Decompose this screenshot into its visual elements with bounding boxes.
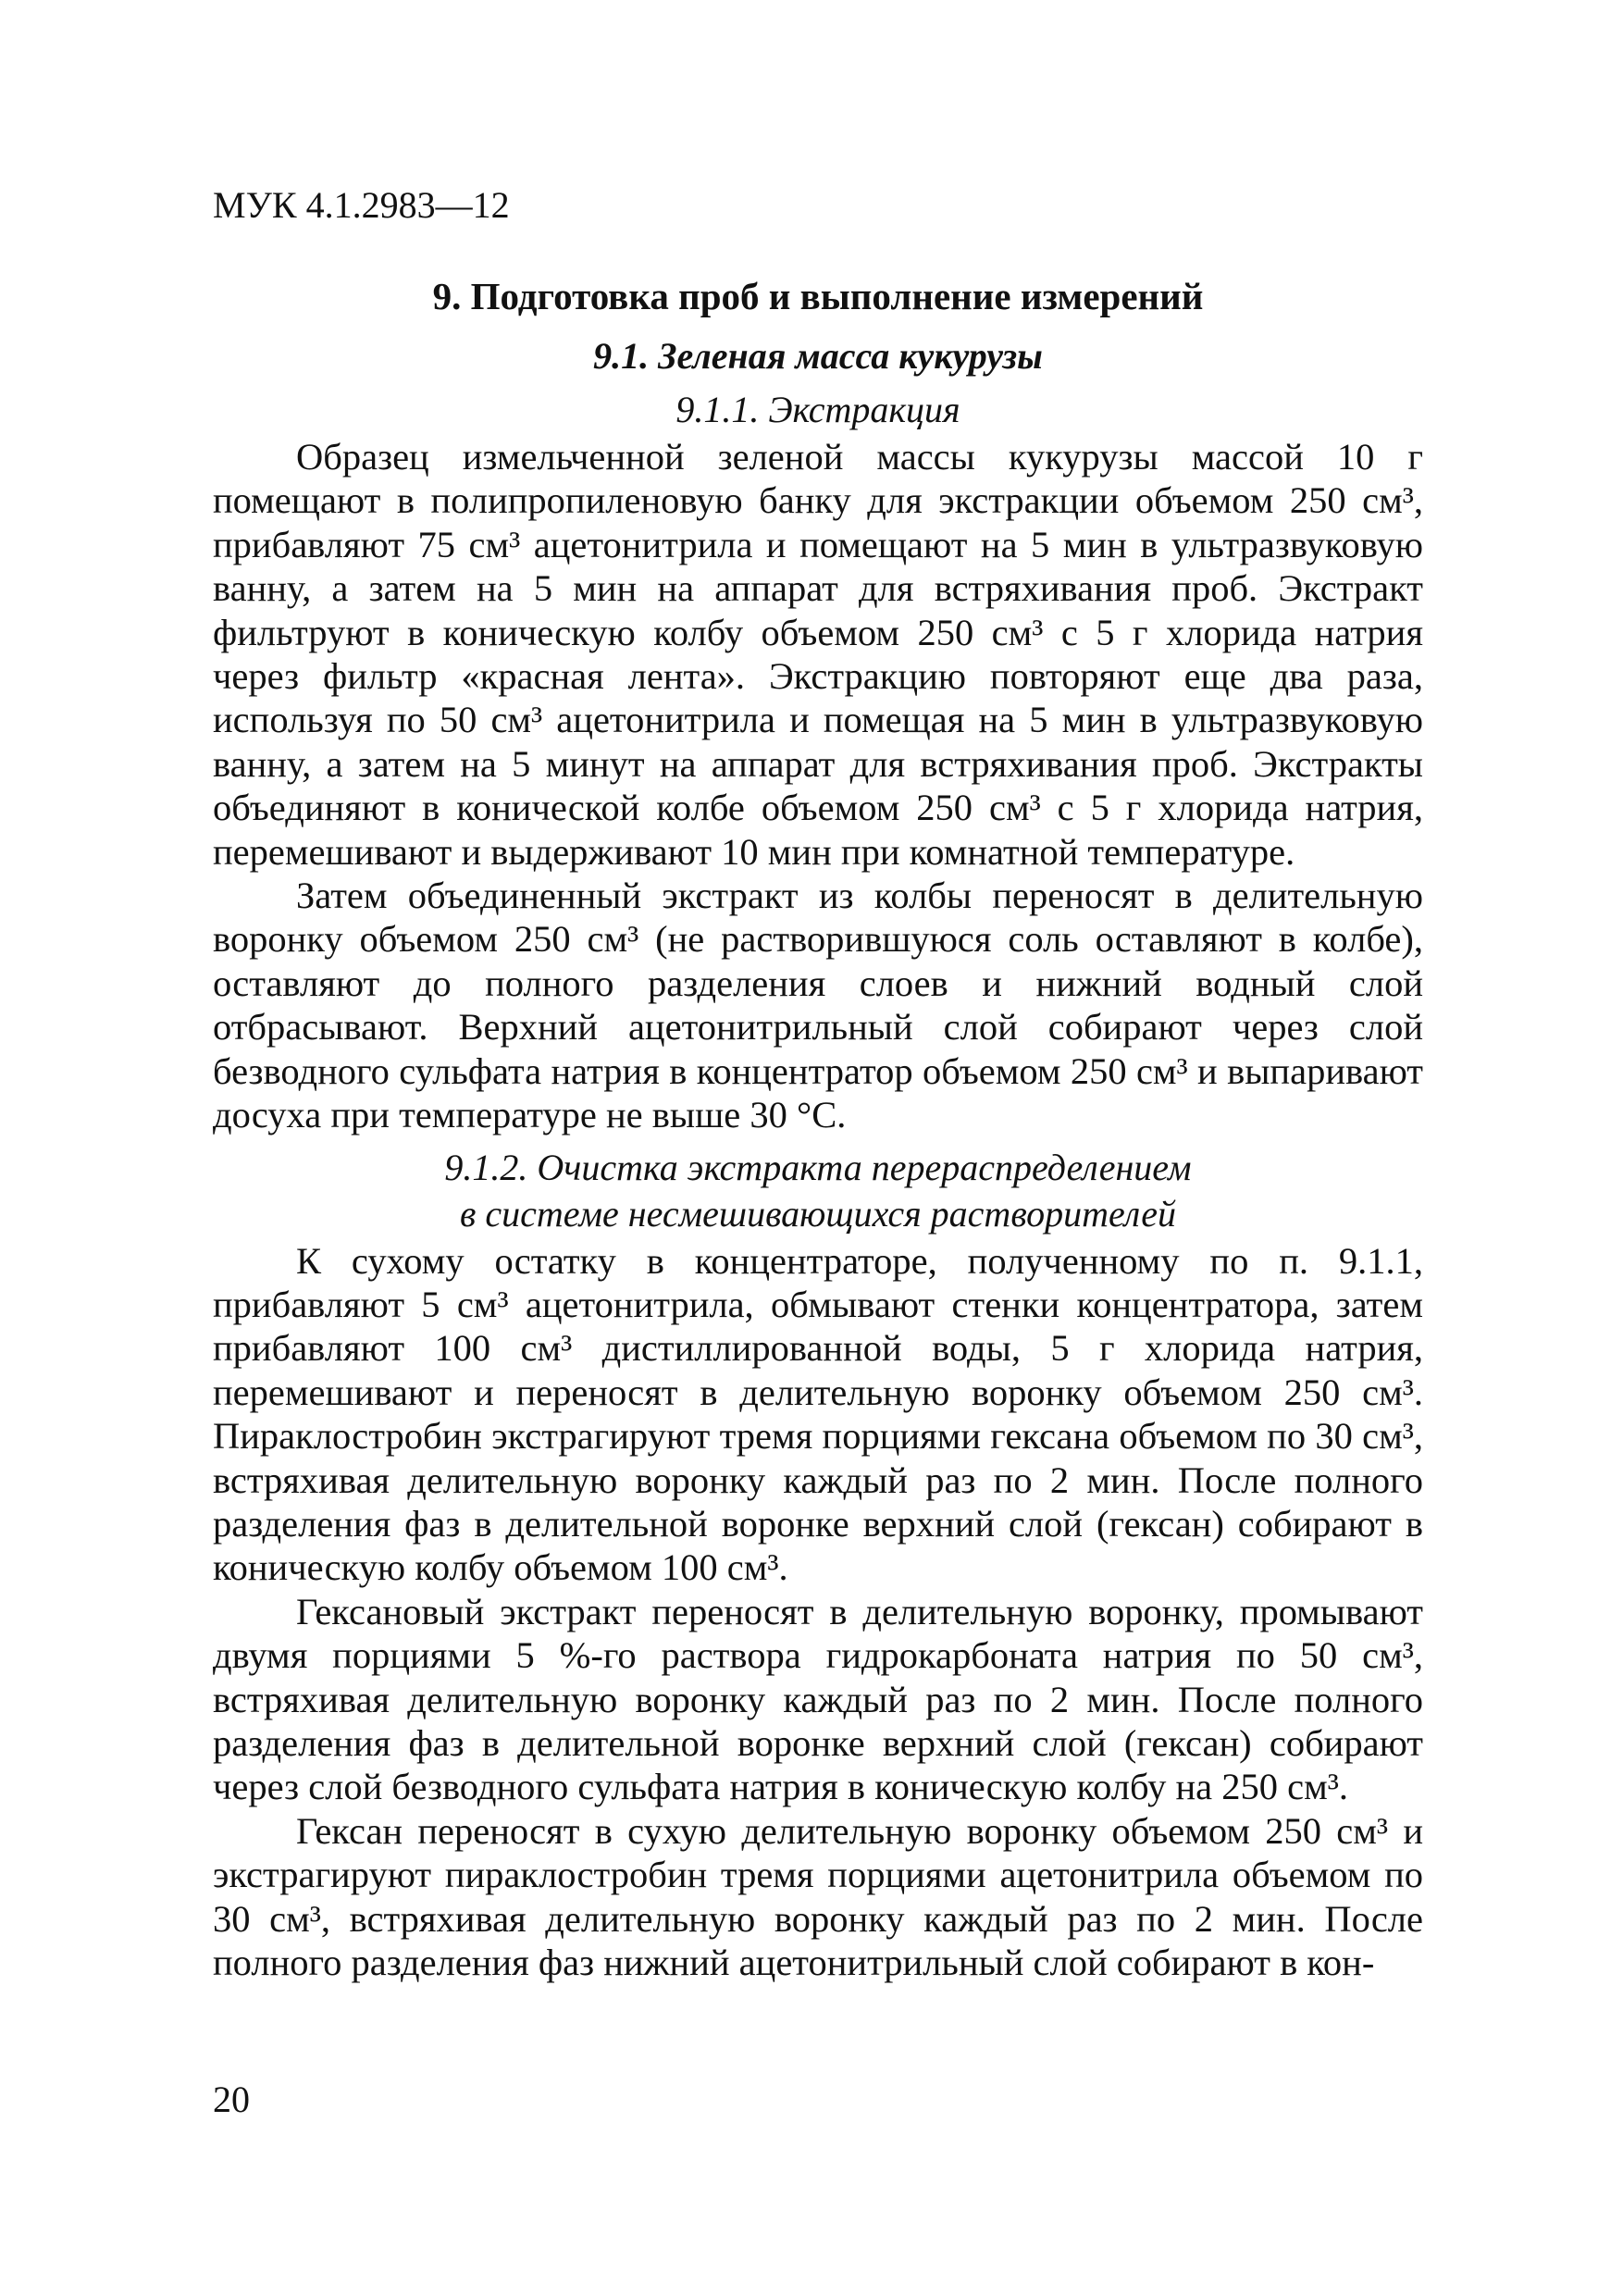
subsection-title: 9.1. Зеленая масса кукурузы [593, 335, 1043, 377]
paragraph: Затем объединенный экстракт из колбы переносят в делительную воронку объемом 250 см³ (не растворившуюся соль оставляют в колбе), оставляют до полного разделения слоев и нижний водный слой отбрасывают. Верхний ацетонитрильный слой собирают через слой безводного сульфата натрия в концентратор объемом 250 см³ и выпаривают досуха при температуре не выше 30 °С. [213, 875, 1423, 1136]
paragraph: Гексан переносят в сухую делительную воронку объемом 250 см³ и экстрагируют пираклостробин тремя порциями ацетонитрила объемом по 30 см³, встряхивая делительную воронку каждый раз по 2 мин. После полного разделения фаз нижний ацетонитрильный слой собирают в кон- [213, 1809, 1423, 1983]
paragraph: Гексановый экстракт переносят в делительную воронку, промывают двумя порциями 5 %-го раствора гидрокарбоната натрия по 50 см³, встряхивая делительную воронку каждый раз по 2 мин. После полного разделения фаз в делительной воронке верхний слой (гексан) собирают через слой безводного сульфата натрия в коническую колбу на 250 см³. [213, 1590, 1423, 1808]
cleanup-title-line-2: в системе несмешивающихся растворителей [459, 1192, 1176, 1235]
page-content [213, 270, 1423, 1984]
document-code-header: МУК 4.1.2983—12 [213, 184, 510, 226]
paragraph: Образец измельченной зеленой массы кукурузы массой 10 г помещают в полипропиленовую банку для экстракции объемом 250 см³, прибавляют 75 см³ ацетонитрила и помещают на 5 мин в ультразвуковую ванну, а затем на 5 мин на аппарат для встряхивания проб. Экстракт фильтруют в коническую колбу объемом 250 см³ с 5 г хлорида натрия через фильтр «красная лента». Экстракцию повторяют еще два раза, используя по 50 см³ ацетонитрила и помещая на 5 мин в ультразвуковую ванну, а затем на 5 минут на аппарат для встряхивания проб. Экстракты объединяют в конической колбе объемом 250 см³ с 5 г хлорида натрия, перемешивают и выдерживают 10 мин при комнатной температуре. [213, 436, 1423, 873]
section-title: 9. Подготовка проб и выполнение измерений [432, 275, 1204, 317]
page-number: 20 [213, 2079, 250, 2120]
cleanup-title-line-1: 9.1.2. Очистка экстракта перераспределением [444, 1146, 1192, 1188]
paragraph: К сухому остатку в концентраторе, полученному по п. 9.1.1, прибавляют 5 см³ ацетонитрила, обмывают стенки концентратора, затем прибавляют 100 см³ дистиллированной воды, 5 г хлорида натрия, перемешивают и переносят в делительную воронку объемом 250 см³. Пираклостробин экстрагируют тремя порциями гексана объемом по 30 см³, встряхивая делительную воронку каждый раз по 2 мин. После полного разделения фаз в делительной воронке верхний слой (гексан) собирают в коническую колбу объемом 100 см³. [213, 1239, 1423, 1589]
extraction-title: 9.1.1. Экстракция [675, 389, 960, 430]
cleanup-title [213, 1145, 1423, 1237]
